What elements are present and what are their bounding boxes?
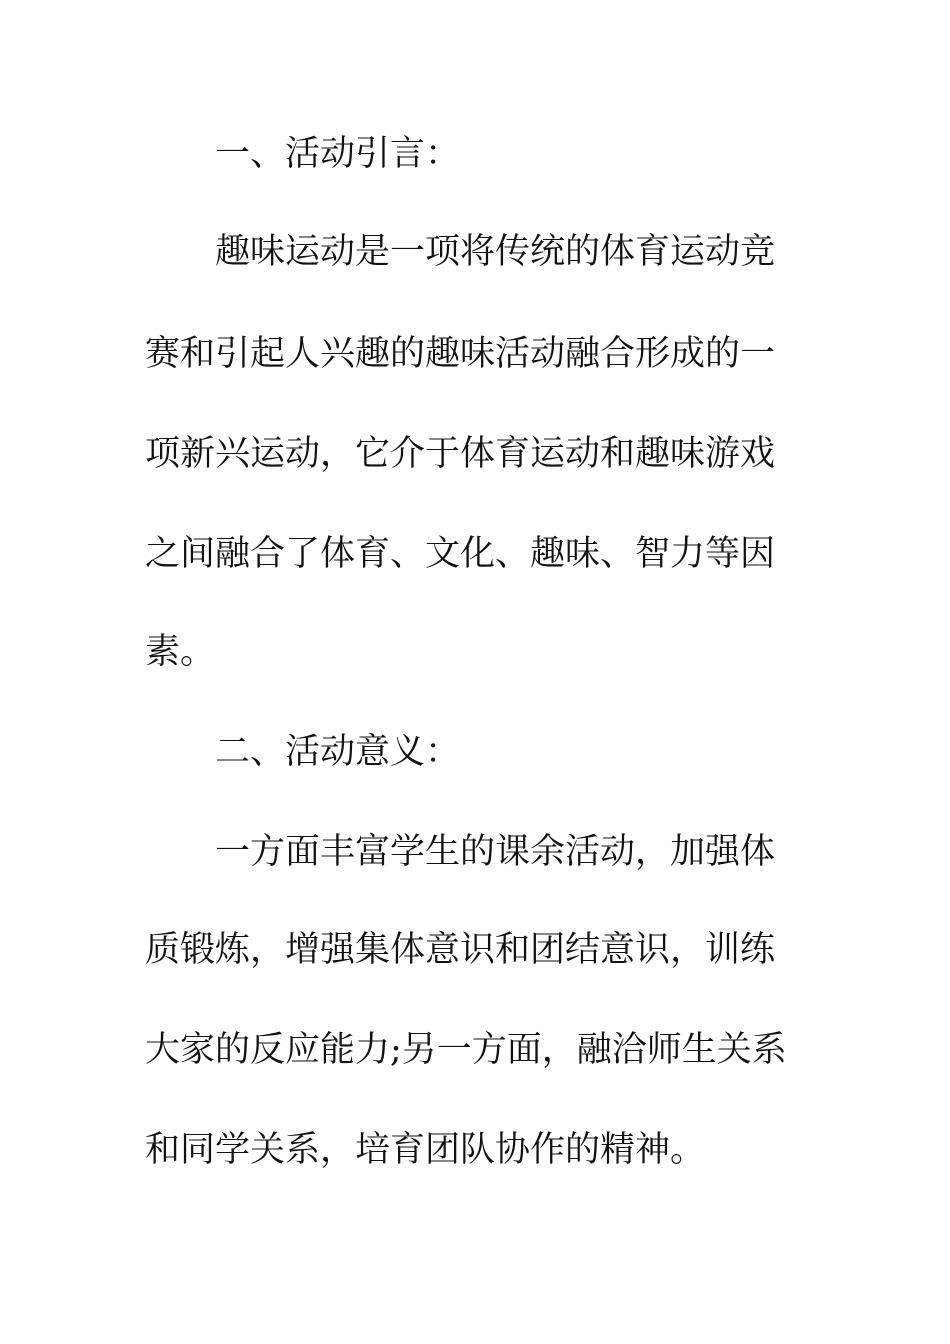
paragraph-line: 赛和引起人兴趣的趣味活动融合形成的一 (145, 334, 776, 374)
section-heading-introduction: 一、活动引言： (215, 134, 461, 174)
paragraph-line: 一方面丰富学生的课余活动，加强体 (215, 832, 776, 872)
paragraph-line: 项新兴运动，它介于体育运动和趣味游戏 (145, 434, 776, 474)
paragraph-line: 趣味运动是一项将传统的体育运动竞 (215, 232, 776, 272)
section-heading-significance: 二、活动意义： (215, 732, 461, 772)
paragraph-line: 素。 (145, 632, 216, 672)
paragraph-line: 大家的反应能力;另一方面，融洽师生关系 (145, 1030, 787, 1070)
paragraph-line: 和同学关系，培育团队协作的精神。 (145, 1130, 706, 1170)
paragraph-line: 质锻炼，增强集体意识和团结意识，训练 (145, 930, 776, 970)
paragraph-line: 之间融合了体育、文化、趣味、智力等因 (145, 534, 776, 574)
